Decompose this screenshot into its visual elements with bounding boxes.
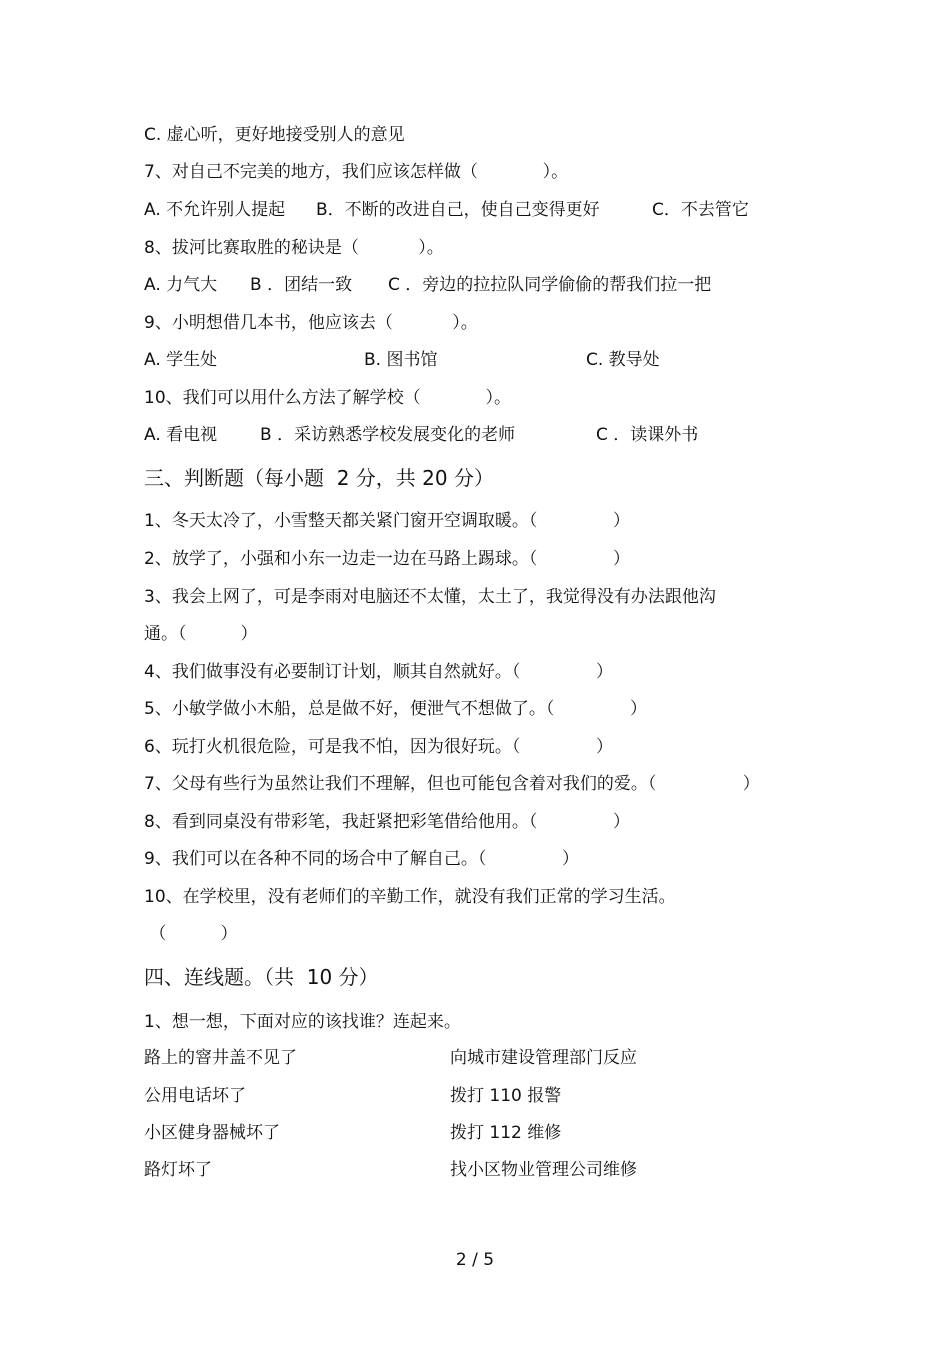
q10-option-a: A. 看电视 bbox=[144, 425, 218, 445]
judge-item: 9、我们可以在各种不同的场合中了解自己。（ ） bbox=[144, 849, 579, 869]
q7-option-c: C．不去管它 bbox=[652, 200, 749, 220]
judge-item: 通。（ ） bbox=[144, 624, 258, 644]
judge-item: 6、玩打火机很危险，可是我不怕，因为很好玩。（ ） bbox=[144, 737, 613, 757]
question-10: 10、我们可以用什么方法了解学校（ ）。 bbox=[144, 388, 511, 408]
judge-item: 5、小敏学做小木船，总是做不好，便泄气不想做了。（ ） bbox=[144, 699, 647, 719]
q9-option-b: B. 图书馆 bbox=[364, 350, 438, 370]
match-left-item: 公用电话坏了 bbox=[144, 1086, 246, 1106]
judge-item: 4、我们做事没有必要制订计划，顺其自然就好。（ ） bbox=[144, 662, 613, 682]
q9-option-c: C. 教导处 bbox=[586, 350, 660, 370]
q9-option-a: A. 学生处 bbox=[144, 350, 218, 370]
match-right-item: 向城市建设管理部门反应 bbox=[450, 1048, 637, 1068]
q8-option-c: C ．旁边的拉拉队同学偷偷的帮我们拉一把 bbox=[388, 275, 712, 295]
question-9: 9、小明想借几本书，他应该去（ ）。 bbox=[144, 313, 478, 333]
q10-option-c: C ．读课外书 bbox=[596, 425, 699, 445]
match-right-item: 找小区物业管理公司维修 bbox=[450, 1160, 637, 1180]
q8-option-b: B ．团结一致 bbox=[250, 275, 353, 295]
question-7: 7、对自己不完美的地方，我们应该怎样做（ ）。 bbox=[144, 162, 569, 182]
question-8: 8、拔河比赛取胜的秘诀是（ ）。 bbox=[144, 238, 444, 258]
matching-question: 1、想一想，下面对应的该找谁？连起来。 bbox=[144, 1012, 461, 1032]
match-right-item: 拨打 110 报警 bbox=[450, 1086, 562, 1106]
q6-option-c: C. 虚心听，更好地接受别人的意见 bbox=[144, 125, 405, 145]
match-left-item: 路上的窨井盖不见了 bbox=[144, 1048, 297, 1068]
match-left-item: 路灯坏了 bbox=[144, 1160, 212, 1180]
judge-item: 2、放学了，小强和小东一边走一边在马路上踢球。（ ） bbox=[144, 549, 630, 569]
q8-option-a: A. 力气大 bbox=[144, 275, 218, 295]
judge-item: 8、看到同桌没有带彩笔，我赶紧把彩笔借给他用。（ ） bbox=[144, 812, 630, 832]
section4-title: 四、连线题。（共 10 分） bbox=[144, 965, 379, 989]
judge-item: 7、父母有些行为虽然让我们不理解，但也可能包含着对我们的爱。（ ） bbox=[144, 774, 760, 794]
judge-item: 10、在学校里，没有老师们的辛勤工作，就没有我们正常的学习生活。 bbox=[144, 887, 676, 907]
page-number: 2 / 5 bbox=[455, 1250, 495, 1270]
match-left-item: 小区健身器械坏了 bbox=[144, 1123, 280, 1143]
judge-item: （ ） bbox=[144, 924, 238, 944]
judge-item: 1、冬天太冷了，小雪整天都关紧门窗开空调取暖。（ ） bbox=[144, 511, 630, 531]
q7-option-a: A. 不允许别人提起 bbox=[144, 200, 286, 220]
q10-option-b: B ．采访熟悉学校发展变化的老师 bbox=[260, 425, 516, 445]
q7-option-b: B．不断的改进自己，使自己变得更好 bbox=[316, 200, 600, 220]
judge-item: 3、我会上网了，可是李雨对电脑还不太懂，太土了，我觉得没有办法跟他沟 bbox=[144, 587, 716, 607]
match-right-item: 拨打 112 维修 bbox=[450, 1123, 562, 1143]
section3-title: 三、判断题（每小题 2 分，共 20 分） bbox=[144, 466, 494, 490]
